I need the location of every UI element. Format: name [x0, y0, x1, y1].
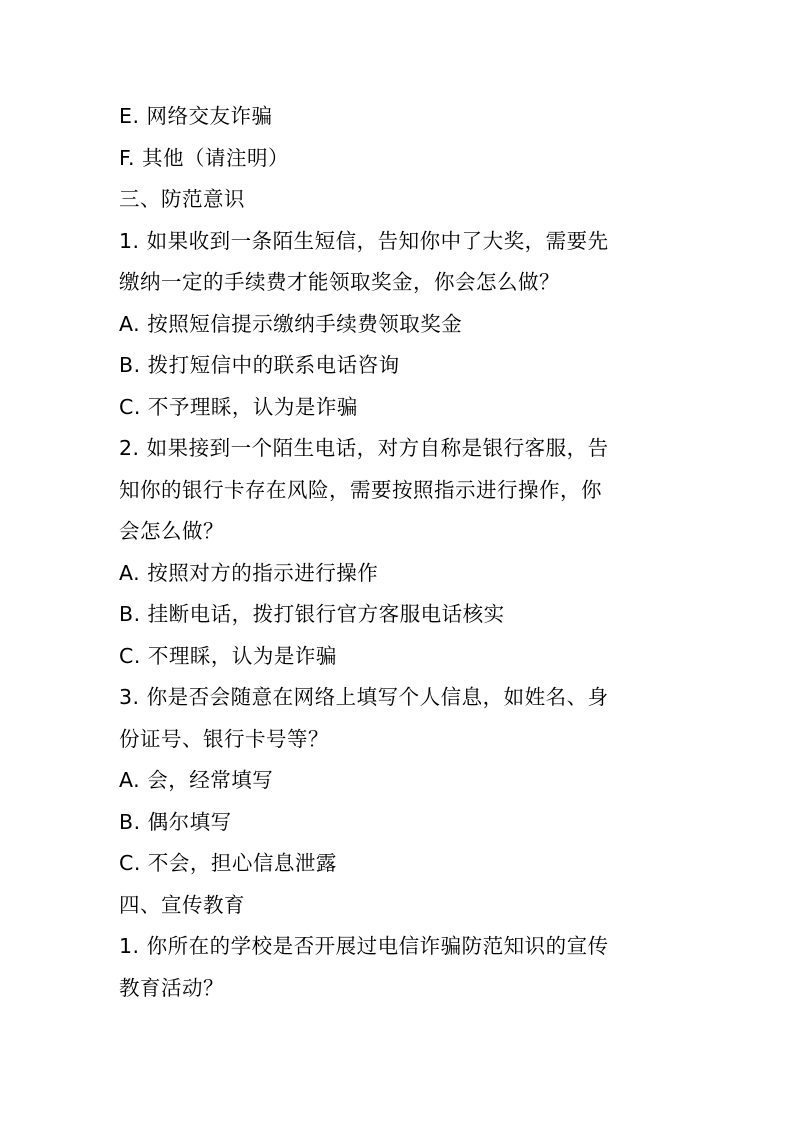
q2-option-b: B. 挂断电话，拨打银行官方客服电话核实: [119, 602, 505, 626]
question-1-text-line-1: 1. 如果收到一条陌生短信，告知你中了大奖，需要先: [119, 229, 609, 253]
section-heading-publicity-education: 四、宣传教育: [119, 893, 245, 917]
q3-option-b: B. 偶尔填写: [119, 810, 232, 834]
q2-option-a: A. 按照对方的指示进行操作: [119, 561, 379, 585]
question-4-text-line-1: 1. 你所在的学校是否开展过电信诈骗防范知识的宣传: [119, 934, 609, 958]
question-1-text-line-2: 缴纳一定的手续费才能领取奖金，你会怎么做？: [119, 270, 560, 294]
option-e-online-dating-fraud: E. 网络交友诈骗: [119, 104, 273, 128]
q1-option-b: B. 拨打短信中的联系电话咨询: [119, 353, 400, 377]
question-3-text-line-2: 份证号、银行卡号等？: [119, 727, 329, 751]
q1-option-c: C. 不予理睬，认为是诈骗: [119, 395, 358, 419]
q3-option-c: C. 不会，担心信息泄露: [119, 851, 337, 875]
question-2-text-line-3: 会怎么做？: [119, 519, 224, 543]
section-heading-prevention-awareness: 三、防范意识: [119, 187, 245, 211]
q3-option-a: A. 会，经常填写: [119, 768, 274, 792]
question-2-text-line-2: 知你的银行卡存在风险，需要按照指示进行操作，你: [119, 478, 602, 502]
q1-option-a: A. 按照短信提示缴纳手续费领取奖金: [119, 312, 463, 336]
q2-option-c: C. 不理睬，认为是诈骗: [119, 644, 337, 668]
question-2-text-line-1: 2. 如果接到一个陌生电话，对方自称是银行客服，告: [119, 436, 609, 460]
question-3-text-line-1: 3. 你是否会随意在网络上填写个人信息，如姓名、身: [119, 685, 609, 709]
question-4-text-line-2: 教育活动？: [119, 976, 224, 1000]
option-f-other: F. 其他（请注明）: [119, 146, 290, 170]
